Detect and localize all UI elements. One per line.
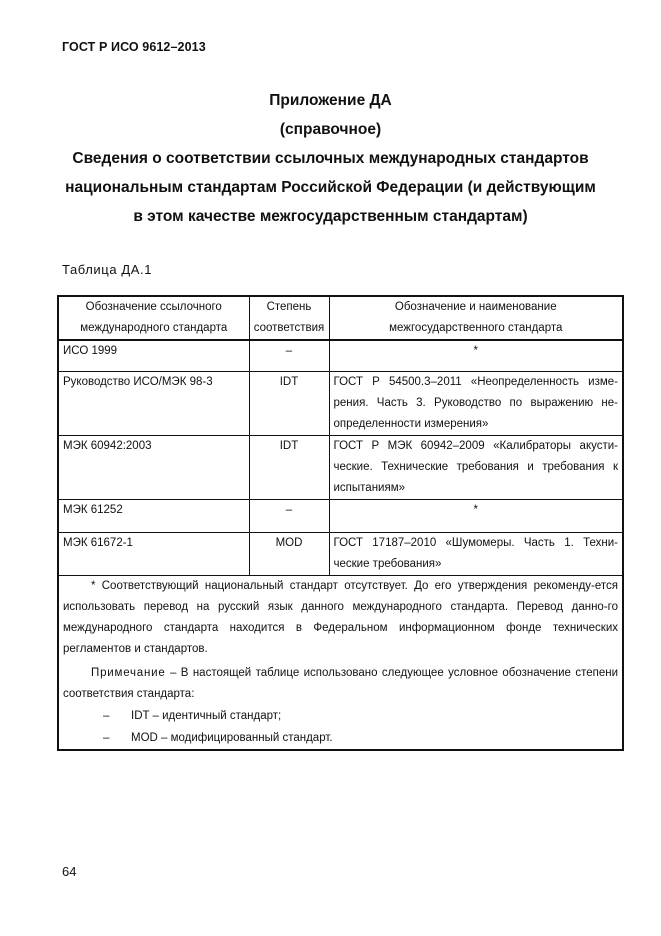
table-row [58, 499, 623, 532]
legend-dash: – [103, 731, 110, 744]
header-line: соответствия [253, 322, 325, 334]
cell-national-standard: ГОСТ 17187–2010 «Шумомеры. Часть 1. Техни-ческие требования» [329, 532, 623, 575]
cell-international-standard: Руководство ИСО/МЭК 98-3 [58, 371, 249, 435]
appendix-heading-line-2: национальным стандартам Российской Федерации (и действующим [65, 179, 596, 196]
standards-correspondence-table [57, 295, 624, 751]
column-header-degree [249, 296, 329, 340]
note-paragraph [63, 663, 618, 705]
appendix-title: Приложение ДА [269, 92, 392, 109]
table-header-row [58, 296, 623, 340]
legend-item-idt [63, 705, 618, 727]
legend-dash: – [103, 709, 110, 722]
cell-national-standard: * [329, 499, 623, 532]
cell-international-standard: МЭК 61672-1 [58, 532, 249, 575]
cell-degree: IDT [249, 371, 329, 435]
cell-international-standard: МЭК 60942:2003 [58, 435, 249, 499]
header-line: Обозначение и наименование [394, 301, 557, 313]
table-row [58, 340, 623, 371]
page-number: 64 [62, 864, 77, 879]
table-row [58, 371, 623, 435]
cell-degree: – [249, 499, 329, 532]
legend-text: IDT – идентичный стандарт; [131, 709, 282, 722]
note-label: Примечание [91, 666, 166, 679]
cell-degree: IDT [249, 435, 329, 499]
header-line: Степень [266, 301, 312, 313]
column-header-international-standard [58, 296, 249, 340]
cell-degree: – [249, 340, 329, 371]
table-row [58, 532, 623, 575]
cell-international-standard: ИСО 1999 [58, 340, 249, 371]
appendix-subtitle: (справочное) [279, 121, 382, 138]
footnote-text: * Соответствующий национальный стандарт отсутствует. До его утверждения рекоменду-ется использовать перевод на русский язык данного международного стандарта. Перевод данно-го международного стандарта находится в Федеральном информационном фонде технических регламентов и стандартов. [63, 579, 618, 655]
column-header-national-standard [329, 296, 623, 340]
cell-international-standard: МЭК 61252 [58, 499, 249, 532]
appendix-heading-line-1: Сведения о соответствии ссылочных международных стандартов [72, 150, 589, 167]
cell-national-standard: * [329, 340, 623, 371]
appendix-title-block [40, 86, 621, 231]
table-caption: Таблица ДА.1 [62, 262, 153, 277]
document-id-header: ГОСТ Р ИСО 9612–2013 [62, 40, 206, 54]
legend-item-mod [63, 727, 618, 749]
legend-text: MOD – модифицированный стандарт. [131, 731, 333, 744]
footnote-cell [58, 575, 623, 750]
note-text: – В настоящей таблице использовано следующее условное обозначение степени соответствия стандарта: [63, 666, 618, 700]
table-footnote-row [58, 575, 623, 750]
header-line: международного стандарта [80, 322, 228, 334]
appendix-heading-line-3: в этом качестве межгосударственным стандартам) [133, 208, 528, 225]
cell-national-standard: ГОСТ Р 54500.3–2011 «Неопределенность изме-рения. Часть 3. Руководство по выражению не-определенности измерения» [329, 371, 623, 435]
header-line: Обозначение ссылочного [85, 301, 222, 313]
table-row [58, 435, 623, 499]
cell-degree: MOD [249, 532, 329, 575]
cell-national-standard: ГОСТ Р МЭК 60942–2009 «Калибраторы акусти-ческие. Технические требования и требования к испытаниям» [329, 435, 623, 499]
header-line: межгосударственного стандарта [389, 322, 563, 334]
